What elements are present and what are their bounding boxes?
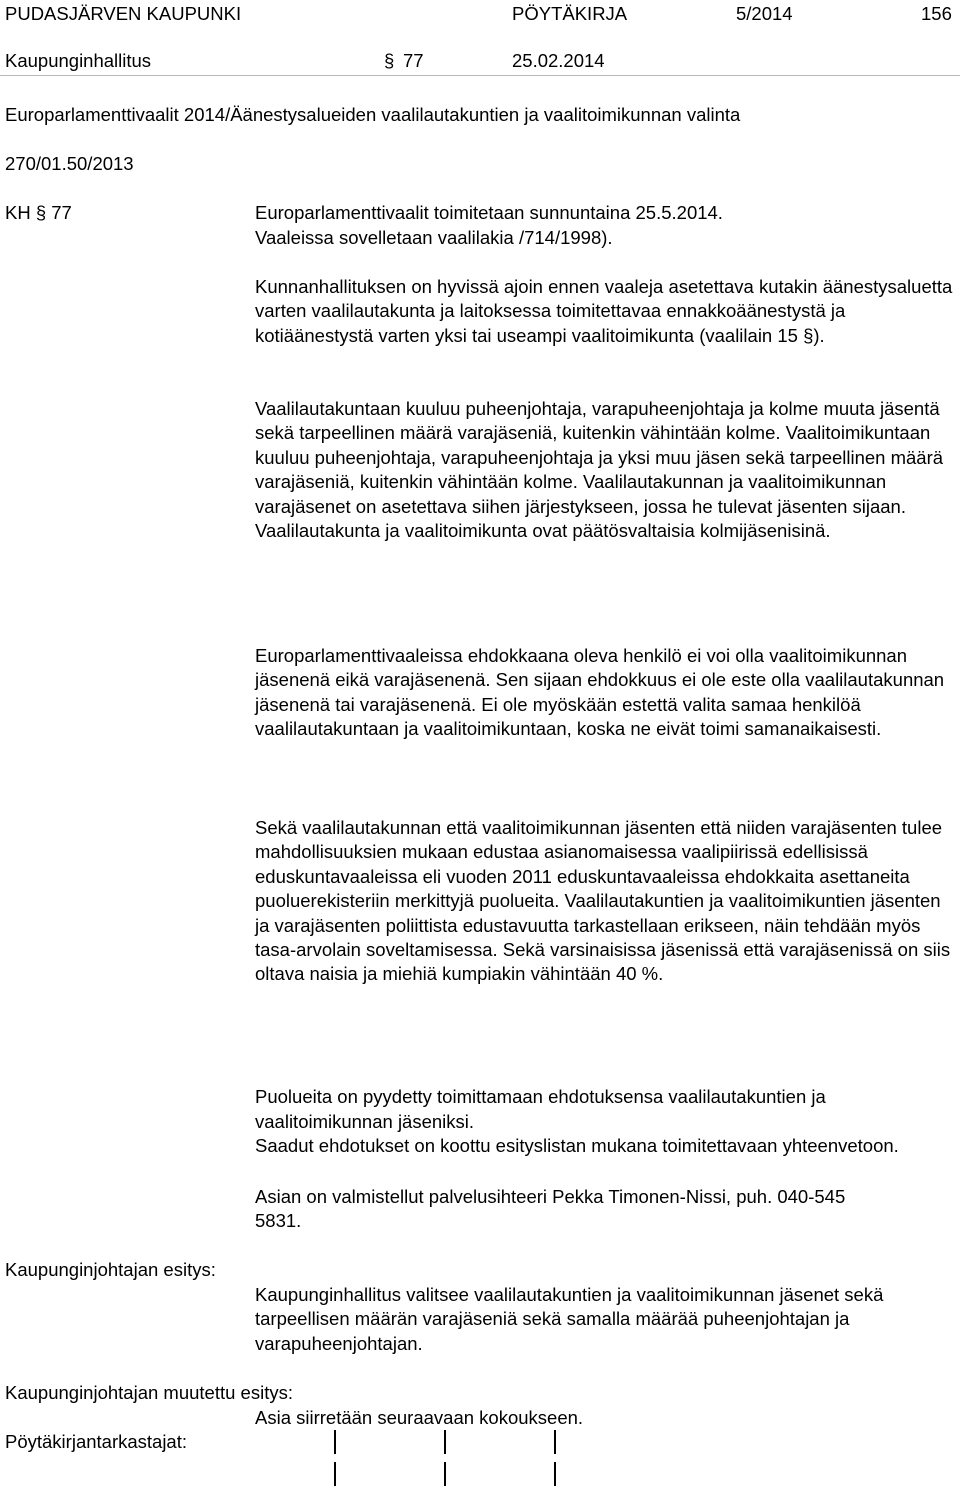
- paragraph-3: [255, 644, 955, 742]
- header-date: 25.02.2014: [512, 50, 605, 71]
- signature-divider: [444, 1430, 446, 1454]
- intro-line-2: Vaaleissa sovelletaan vaalilakia /714/1998).: [255, 227, 613, 248]
- amended-proposal-text: Asia siirretään seuraavaan kokoukseen.: [255, 1407, 584, 1428]
- intro-line-1: Europarlamenttivaalit toimitetaan sunnuntaina 25.5.2014.: [255, 202, 723, 223]
- signature-divider: [334, 1462, 336, 1486]
- document-title: Europarlamenttivaalit 2014/Äänestysalueiden vaalilautakuntien ja vaalitoimikunnan valinta: [5, 104, 741, 125]
- paragraph-5: [255, 1061, 955, 1183]
- signature-divider: [554, 1430, 556, 1454]
- paragraph-6-text: Asian on valmistellut palvelusihteeri Pekka Timonen-Nissi, puh. 040-545 5831.: [255, 1186, 846, 1232]
- proposal-block: [255, 1283, 895, 1356]
- signature-divider: [554, 1462, 556, 1486]
- paragraph-5-text: Puolueita on pyydetty toimittamaan ehdotuksensa vaalilautakuntien ja vaalitoimikunnan jäseniksi. Saadut ehdotukset on koottu esityslistan mukana toimitettavaan yhteenvetoon.: [255, 1086, 899, 1157]
- header-doc-type: PÖYTÄKIRJA: [512, 3, 628, 24]
- paragraph-4: [255, 816, 955, 987]
- header-org: PUDASJÄRVEN KAUPUNKI: [5, 3, 242, 24]
- signature-divider: [334, 1430, 336, 1454]
- proposal-label: Kaupunginjohtajan esitys:: [5, 1259, 216, 1280]
- paragraph-3-text: Europarlamenttivaaleissa ehdokkaana oleva henkilö ei voi olla vaalitoimikunnan jäsenenä eikä varajäsenenä. Sen sijaan ehdokkuus ei ole este olla vaalilautakunnan jäsenenä tai varajäsenenä. Ei ole myöskään estettä valita samaa henkilöä vaalilautakuntaan ja vaalitoimikuntaan, koska ne eivät toimi samanaikaisesti.: [255, 645, 945, 740]
- footer-label: Pöytäkirjantarkastajat:: [5, 1431, 188, 1452]
- header-body: Kaupunginhallitus: [5, 50, 152, 71]
- header-divider: [0, 75, 960, 76]
- header-section-number: 77: [403, 50, 424, 71]
- paragraph-1-text: Kunnanhallituksen on hyvissä ajoin ennen vaaleja asetettava kutakin äänestysaluetta varten vaalilautakunta ja laitoksessa toimitettavaa ennakkoäänestystä ja kotiäänestystä varten yksi tai useampi vaalitoimikunta (vaalilain 15 §).: [255, 276, 953, 346]
- signature-divider: [444, 1462, 446, 1486]
- paragraph-2: [255, 397, 955, 543]
- header-doc-number: 5/2014: [736, 3, 793, 24]
- paragraph-6: [255, 1185, 895, 1234]
- header-page-number: 156: [921, 3, 952, 24]
- paragraph-2-text: Vaalilautakuntaan kuuluu puheenjohtaja, varapuheenjohtaja ja kolme muuta jäsentä sekä tarpeellinen määrä varajäseniä, kuitenkin vähintään kolme. Vaalitoimikuntaan kuuluu puheenjohtaja, varapuheenjohtaja ja yksi muu jäsen sekä tarpeellinen määrä varajäseniä, kuitenkin vähintään kolme. Vaalilautakunnan ja vaalitoimikunnan varajäsenet on asetettava siihen järjestykseen, jossa he tulevat jäsenten sijaan. Vaalilautakunta ja vaalitoimikunta ovat päätösvaltaisia kolmijäsenisinä.: [255, 398, 944, 542]
- section-sign: §: [384, 50, 395, 71]
- proposal-text: Kaupunginhallitus valitsee vaalilautakuntien ja vaalitoimikunnan jäsenet sekä tarpeellisen määrän varajäseniä sekä samalla määrää puheenjohtajan ja varapuheenjohtajan.: [255, 1284, 884, 1354]
- section-label: KH § 77: [5, 202, 72, 223]
- amended-proposal-label: Kaupunginjohtajan muutettu esitys:: [5, 1382, 293, 1403]
- paragraph-1: [255, 275, 955, 348]
- paragraph-4-text: Sekä vaalilautakunnan että vaalitoimikunnan jäsenten että niiden varajäsenten tulee mahdollisuuksien mukaan edustaa asianomaisessa vaalipiirissä edellisissä eduskuntavaaleissa eli vuoden 2011 eduskuntavaaleissa ehdokkaita asettaneita puoluerekisteriin merkittyjä puolueita. Vaalilautakuntien ja vaalitoimikuntien jäsenten ja varajäsenten poliittista edustavuutta tarkastellaan erikseen, näin tehdään myös tasa-arvolain soveltamisessa. Sekä varsinaisissa jäsenissä että varajäsenissä on siis oltava naisia ja miehiä kumpiakin vähintään 40 %.: [255, 817, 951, 985]
- record-number: 270/01.50/2013: [5, 153, 134, 174]
